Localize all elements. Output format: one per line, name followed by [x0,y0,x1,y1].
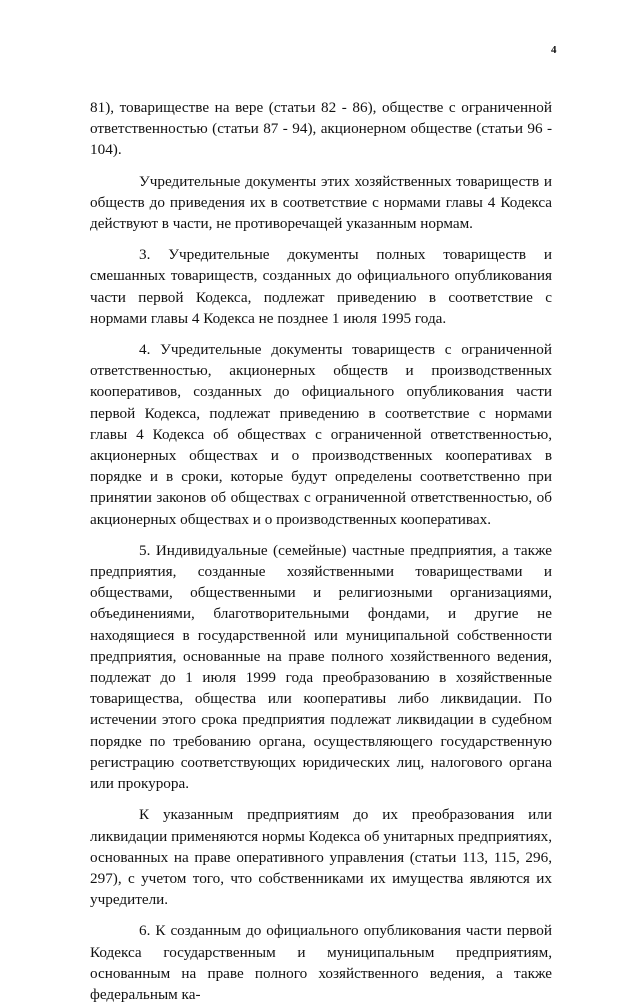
paragraph-constituent-documents: Учредительные документы этих хозяйственных товариществ и обществ до приведения их в соответствие с нормами главы 4 Кодекса действуют в части, не противоречащей указанным нормам. [90,172,552,233]
paragraph-unitary-enterprises: К указанным предприятиям до их преобразования или ликвидации применяются нормы Кодекса об унитарных предприятиях, основанных на праве оперативного управления (статьи 113, 115, 296, 297), с учетом того, что собственниками их имущества являются их учредители. [90,806,552,909]
paragraph-continuation: 81), товариществе на вере (статьи 82 - 86), обществе с ограниченной ответственностью (статьи 87 - 94), акционерном обществе (статьи 96 - 104). [90,99,552,159]
paragraph-item-3: 3. Учредительные документы полных товариществ и смешанных товариществ, созданных до официального опубликования части первой Кодекса, подлежат приведению в соответствие с нормами главы 4 Кодекса не позднее 1 июля 1995 года. [90,246,552,327]
paragraph-item-5: 5. Индивидуальные (семейные) частные предприятия, а также предприятия, созданные хозяйственными товариществами и обществами, общественными и религиозными организациями, объединениями, благотворительными фондами, и другие не находящиеся в государственной или муниципальной собственности предприятия, основанные на праве полного хозяйственного ведения, подлежат до 1 июля 1999 года преобразованию в хозяйственные товарищества, общества или кооперативы либо ликвидации. По истечении этого срока предприятия подлежат ликвидации в судебном порядке по требованию органа, осуществляющего государственную регистрацию соответствующих юридических лиц, налогового органа или прокурора. [90,541,552,793]
page-number: 4 [551,44,557,56]
paragraph-item-6: 6. К созданным до официального опубликования части первой Кодекса государственным и муниципальным предприятиям, основанным на праве полного хозяйственного ведения, а также федеральным ка- [90,922,552,1003]
paragraph-item-4: 4. Учредительные документы товариществ с ограниченной ответственностью, акционерных обществ и производственных кооперативов, созданных до официального опубликования части первой Кодекса, подлежат приведению в соответствие с нормами главы 4 Кодекса об обществах с ограниченной ответственностью, акционерных обществах и о производственных кооперативах в порядке и в сроки, которые будут определены соответственно при принятии законов об обществах с ограниченной ответственностью, об акционерных обществах и о производственных кооперативах. [90,341,552,528]
document-body [90,97,552,1005]
